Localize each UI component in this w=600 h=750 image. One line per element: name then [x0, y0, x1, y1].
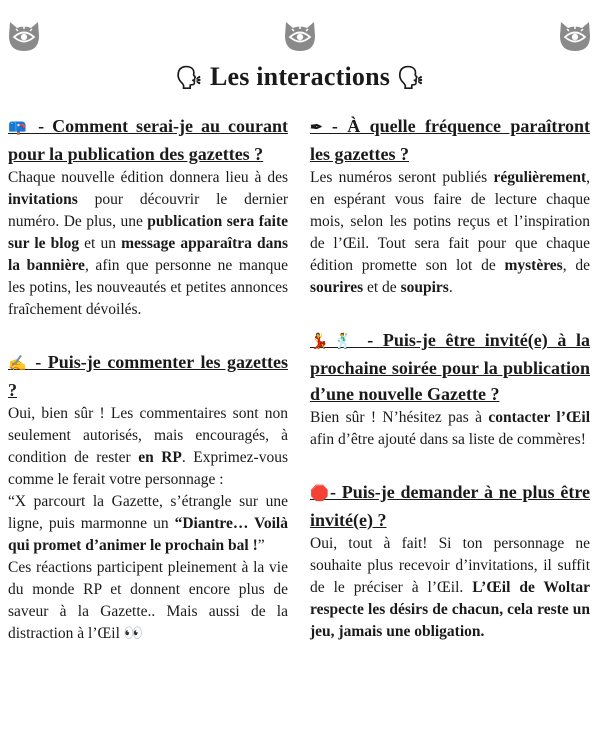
- faq-section-unsubscribe: [310, 479, 590, 643]
- cat-eye-icon: [557, 18, 593, 54]
- question-heading: 🛑- Puis-je demander à ne plus être invité(e) ?: [310, 482, 590, 530]
- faq-section-frequency: [310, 113, 590, 299]
- eyes-icon: 👀: [123, 625, 144, 642]
- cat-eye-icon: [282, 18, 318, 54]
- answer-text: Ces réactions participent pleinement à la vie du monde RP et donnent encore plus de saveur à la Gazette.. Mais aussi de la distraction à l’Œil 👀: [8, 559, 288, 642]
- speaking-head-icon: 🗣: [396, 65, 425, 90]
- writing-hand-icon: ✍: [8, 356, 29, 372]
- page-title: [0, 62, 600, 92]
- faq-section-comment: [8, 349, 288, 645]
- question-heading: 📪 - Comment serai-je au courant pour la publication des gazettes ?: [8, 116, 288, 164]
- faq-section-notification: [8, 113, 288, 321]
- page-title-text: Les interactions: [209, 62, 391, 91]
- left-column: [8, 113, 288, 645]
- answer-text: Les numéros seront publiés régulièrement, en espérant vous faire de lecture chaque mois, selon les potins reçus et l’inspiration de l’Œil. Tout sera fait pour que chaque édition promette son lot de mystères, de sourires et de soupirs.: [310, 169, 590, 296]
- answer-text: Oui, tout à fait! Si ton personnage ne souhaite plus recevoir d’invitations, il suffit de le préciser à l’Œil. L’Œil de Woltar respecte les désirs de chacun, cela reste un jeu, jamais une obligation.: [310, 535, 591, 640]
- answer-text: Oui, bien sûr ! Les commentaires sont non seulement autorisés, mais encouragés, à condition de rester en RP. Exprimez-vous comme le ferait votre personnage :: [8, 405, 288, 488]
- answer-text: Chaque nouvelle édition donnera lieu à des invitations pour découvrir le dernier numéro. De plus, une publication sera faite sur le blog et un message apparaîtra dans la bannière, afin que personne ne manque les potins, les nouveautés et petites annonces fraîchement dévoilés.: [8, 169, 289, 318]
- right-column: [310, 113, 590, 643]
- dancers-icon: 💃🕺: [310, 334, 358, 350]
- mailbox-icon: 📪: [8, 120, 31, 136]
- speaking-head-icon: 🗣: [175, 65, 204, 90]
- answer-quote: “X parcourt la Gazette, s’étrangle sur une ligne, puis marmonne un “Diantre… Voilà qui promet d’animer le prochain bal !”: [8, 493, 288, 554]
- stop-sign-icon: 🛑: [310, 486, 330, 502]
- faq-section-invitation: [310, 327, 590, 451]
- answer-text: Bien sûr ! N’hésitez pas à contacter l’Œil afin d’être ajouté dans sa liste de commères!: [310, 409, 590, 448]
- question-heading: ✒ - À quelle fréquence paraîtront les gazettes ?: [310, 116, 590, 164]
- question-heading: ✍ - Puis-je commenter les gazettes ?: [8, 352, 288, 400]
- cat-eye-icon: [6, 18, 42, 54]
- pen-icon: ✒: [310, 120, 323, 136]
- question-heading: 💃🕺 - Puis-je être invité(e) à la prochaine soirée pour la publication d’une nouvelle Gazette ?: [310, 330, 590, 404]
